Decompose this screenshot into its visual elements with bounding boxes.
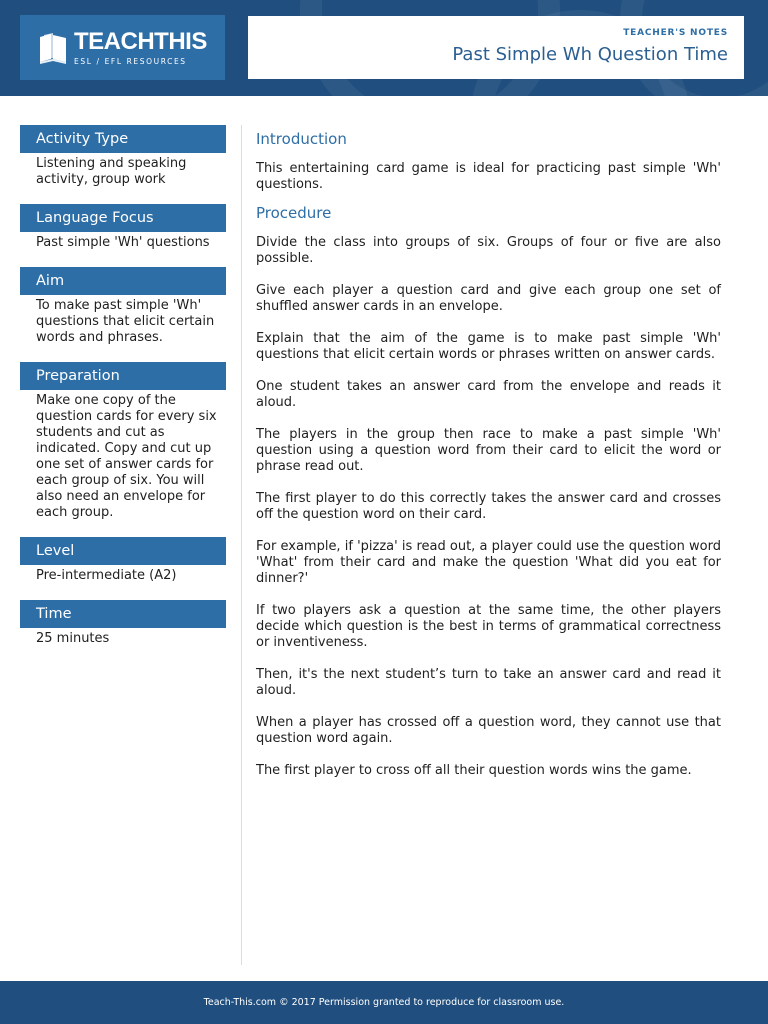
sidebar-heading: Activity Type <box>20 125 226 153</box>
title-panel <box>248 16 744 79</box>
sidebar-section-aim <box>20 267 226 346</box>
sidebar-heading: Aim <box>20 267 226 295</box>
procedure-step: One student takes an answer card from the envelope and reads it aloud. <box>256 379 721 410</box>
sidebar-section-level <box>20 537 226 584</box>
page-header <box>0 0 768 96</box>
procedure-step: Then, it's the next student’s turn to take an answer card and read it aloud. <box>256 667 721 698</box>
brand-name: TEACHTHIS <box>74 27 207 55</box>
brand-logo[interactable] <box>20 15 225 80</box>
procedure-step: The first player to do this correctly takes the answer card and crosses off the question word on their card. <box>256 491 721 522</box>
main-content <box>256 129 721 779</box>
procedure-step: The first player to cross off all their question words wins the game. <box>256 763 692 778</box>
sidebar-section-preparation <box>20 362 226 521</box>
sidebar-heading: Level <box>20 537 226 565</box>
sidebar-heading: Time <box>20 600 226 628</box>
sidebar-text: Past simple 'Wh' questions <box>36 235 210 250</box>
info-sidebar <box>20 125 226 663</box>
document-kicker: TEACHER'S NOTES <box>623 28 728 38</box>
procedure-step: When a player has crossed off a question word, they cannot use that question word again. <box>256 715 721 746</box>
sidebar-section-time <box>20 600 226 647</box>
page-footer <box>0 981 768 1024</box>
procedure-step: For example, if 'pizza' is read out, a player could use the question word 'What' from their card and make the question 'What did you eat for dinner?' <box>256 539 721 586</box>
introduction-text: This entertaining card game is ideal for practicing past simple 'Wh' questions. <box>256 161 721 192</box>
procedure-step: The players in the group then race to make a past simple 'Wh' question using a question word from their card to elicit the word or phrase read out. <box>256 427 721 474</box>
sidebar-text: Pre-intermediate (A2) <box>36 568 177 583</box>
column-divider <box>241 125 242 965</box>
page-title: Past Simple Wh Question Time <box>452 44 728 65</box>
procedure-step: Give each player a question card and give each group one set of shuffled answer cards in an envelope. <box>256 283 721 314</box>
sidebar-section-activity-type <box>20 125 226 188</box>
sidebar-text: To make past simple 'Wh' questions that elicit certain words and phrases. <box>36 298 215 345</box>
copyright-notice: Teach-This.com © 2017 Permission granted to reproduce for classroom use. <box>203 997 565 1008</box>
sidebar-text: Make one copy of the question cards for every six students and cut as indicated. Copy and cut up one set of answer cards for each group of six. You will also need an envelope for each group. <box>36 393 217 520</box>
sidebar-text: 25 minutes <box>36 631 110 646</box>
procedure-heading: Procedure <box>256 204 332 222</box>
procedure-step: Divide the class into groups of six. Groups of four or five are also possible. <box>256 235 721 266</box>
sidebar-heading: Language Focus <box>20 204 226 232</box>
sidebar-heading: Preparation <box>20 362 226 390</box>
sidebar-text: Listening and speaking activity, group work <box>36 156 187 187</box>
procedure-step: Explain that the aim of the game is to make past simple 'Wh' questions that elicit certain words or phrases written on answer cards. <box>256 331 721 362</box>
brand-tagline: ESL / EFL RESOURCES <box>74 56 187 66</box>
introduction-heading: Introduction <box>256 130 347 148</box>
open-book-icon <box>36 31 70 65</box>
procedure-step: If two players ask a question at the same time, the other players decide which question is the best in terms of grammatical correctness or inventiveness. <box>256 603 721 650</box>
sidebar-section-language-focus <box>20 204 226 251</box>
